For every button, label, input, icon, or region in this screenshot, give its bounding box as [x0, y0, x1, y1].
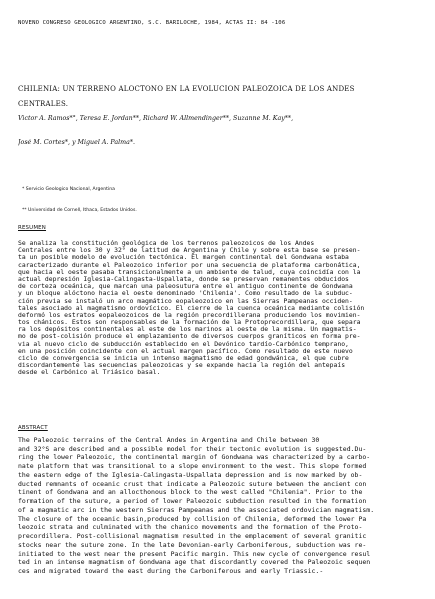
resumen-line: actual depresión Iglesia-Calingasta-Uspallata, donde se preservan remanentes obducidos: [18, 275, 349, 283]
running-head: NOVENO CONGRESO GEOLOGICO ARGENTINO, S.C. BARILOCHE, 1984, ACTAS II: 84 -106: [18, 20, 286, 26]
abstract-line: and 32°S are described and a possible model for their tectonic evolution is suggested.Du-: [18, 444, 367, 453]
resumen-line: ción previa se instaló un arco magmático eopaleozoico en las Sierras Pampeanas occiden-: [18, 297, 353, 305]
abstract-line: formation of the suture, a period of lower Paleozoic subduction resulted in the formation: [18, 497, 367, 506]
resumen-line: en una posición coincidente con el actual margen pacífico. Como resultado de este nuevo: [18, 347, 353, 355]
title-line-1: CHILENIA: UN TERRENO ALOCTONO EN LA EVOLUCION PALEOZOICA DE LOS ANDES: [18, 85, 355, 93]
resumen-line: que hacia el oeste pasaba transicionalmente a un ambiente de talud, cuya coincidía con la: [18, 268, 361, 276]
authors-line-1: Victor A. Ramos*°, Teresa E. Jordan**, Richard W. Allmendinger**, Suzanne M. Kay**,: [18, 115, 294, 122]
abstract-line: ring the lower Paleozoic, the continental margin of Gondwana was characterized by a carbo-: [18, 453, 371, 462]
abstract-line: stocks near the suture zone. In the late Devonian-early Carboniferous, subduction was re-: [18, 540, 367, 549]
resumen-line: discordantemente las secuencias paleozoicas y se expande hacia la región del antepaís: [18, 362, 346, 370]
abstract-body: [18, 436, 420, 576]
resumen-line: y un bloque alóctono hacia el oeste denominado 'Chilenia'. Como resultado de la subduc-: [18, 290, 353, 298]
resumen-line: ciclo de convergencia se inicia un intenso magmatismo de edad gondwánica, el que cubre: [18, 355, 349, 362]
abstract-line: initiated to the west near the present Pacific margin. This new cycle of convergence resul: [18, 549, 371, 558]
abstract-line: ces and migrated toward the east during the Carboniferous and early Triassic.-: [18, 567, 324, 576]
affiliation-2: ** Universidad de Cornell, Ithaca, Estados Unidos.: [22, 208, 137, 213]
resumen-line: caracterizado durante el Paleozoico inferior por una secuencia de plataforma carbonática,: [18, 261, 361, 269]
resumen-line: deformó los estratos eopaleozoicos de la región precordillerana produciendo los movimien-: [18, 311, 361, 319]
resumen-line: desde el Carbónico al Triásico basal.: [18, 369, 161, 377]
authors-line-2: José M. Cortes*, y Miguel A. Palma*.: [18, 139, 135, 146]
resumen-heading: RESUMEN: [18, 225, 47, 231]
resumen-line: tales asociado al magmatismo ordovícico. El cierre de la cuenca oceánica mediante colisión: [18, 304, 365, 312]
abstract-line: ted in an intense magmatism of Gondwana age that discordantly covered the Paleozoic sequen: [18, 558, 371, 567]
resumen-line: tos chánicos. Estos son responsables de la formación de la Protoprecordillera, que separa: [18, 319, 361, 327]
abstract-line: precordillera. Post-collisional magmatism resulted in the emplacement of several granitic: [18, 532, 367, 541]
resumen-line: ta un posible modelo de evolución tectónica. El margen continental del Gondwana estaba: [18, 254, 349, 262]
resumen-line: de corteza oceánica, que marcan una paleosutura entre el antiguo continente de Gondwana: [18, 283, 353, 291]
abstract-line: of a magmatic arc in the western Sierras Pampeanas and the associated ordovician magmatism.: [18, 505, 375, 514]
resumen-line: Centrales entre los 30 y 32° de latitud de Argentina y Chile y sobre esta base se presen-: [18, 247, 361, 255]
resumen-line: Se analiza la constitución geológica de los terrenos paleozoicos de los Andes: [18, 240, 315, 247]
abstract-heading: ABSTRACT: [18, 425, 48, 431]
abstract-line: ducted remnants of oceanic crust that indicate a Paleozoic suture between the ancient con: [18, 479, 367, 488]
abstract-line: the eastern edge of the Iglesia-Calingasta-Uspallata depression and is now marked by ob-: [18, 470, 363, 479]
resumen-line: via al nuevo ciclo de subducción establecido en el Devónico tardío-Carbónico temprano,: [18, 340, 349, 348]
title-line-2: CENTRALES.: [18, 100, 69, 108]
abstract-line: The Paleozoic terrains of the Central Andes in Argentina and Chile between 30: [18, 436, 320, 444]
resumen-line: mo de post-colisión produce el emplazamiento de diversos cuerpos graníticos en forma pre-: [18, 333, 361, 341]
abstract-line: leozoic strata and culminated with the chanico movements and the formation of the Proto-: [18, 523, 363, 532]
abstract-line: nate platform that was transitional to a slope environment to the west. This slope formed: [18, 462, 367, 471]
abstract-line: The closure of the oceanic basin,produced by collision of Chilenia, deformed the lower Pa: [18, 514, 367, 523]
resumen-line: ra los depósitos continentales al este de los marinos al oeste de la misma. Un magmatis-: [18, 326, 357, 334]
abstract-line: tinent of Gondwana and an allocthonous block to the west called "Chilenia". Prior to the: [18, 488, 363, 497]
paper-title: [18, 82, 418, 112]
resumen-body: [18, 240, 420, 377]
affiliation-1: * Servicio Geologico Nacional, Argentina: [22, 187, 115, 192]
